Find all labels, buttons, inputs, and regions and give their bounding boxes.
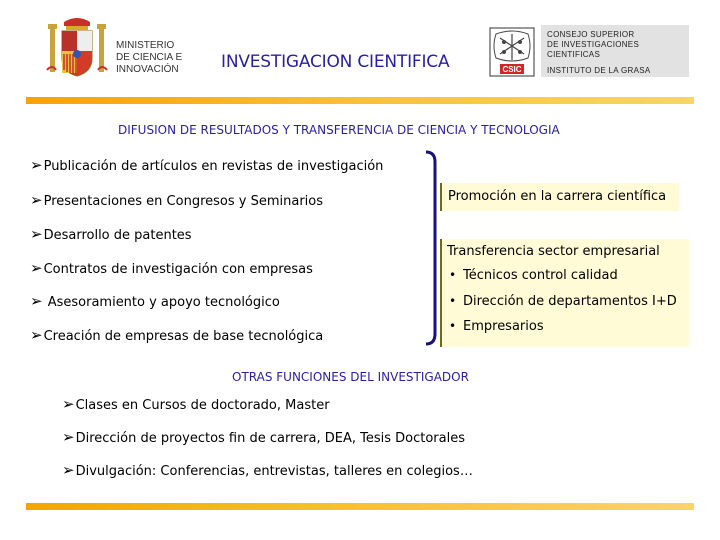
business-transfer-title: Transferencia sector empresarial [447, 244, 660, 259]
arrow-bullet-icon: ➢ [30, 292, 43, 310]
arrow-bullet-icon: ➢ [30, 156, 43, 174]
arrow-bullet-icon: ➢ [30, 259, 43, 277]
section-title-difusion: DIFUSION DE RESULTADOS Y TRANSFERENCIA DE CIENCIA Y TECNOLOGIA [118, 123, 560, 137]
bullet-icon: • [449, 319, 457, 333]
page-title: INVESTIGACION CIENTIFICA [221, 52, 450, 72]
list-item: ➢Contratos de investigación con empresas [30, 259, 313, 277]
list-item: • Empresarios [449, 319, 544, 334]
list-item: ➢Publicación de artículos en revistas de investigación [30, 156, 384, 174]
list-item: ➢Dirección de proyectos fin de carrera, DEA, Tesis Doctorales [62, 428, 465, 446]
career-promotion-label: Promoción en la carrera científica [448, 189, 667, 204]
list-item: • Técnicos control calidad [449, 268, 618, 283]
bullet-icon: • [449, 268, 457, 282]
bottom-divider-bar [26, 503, 694, 510]
bullet-icon: • [449, 294, 457, 308]
csic-logo-icon [484, 26, 540, 78]
bracket-icon [425, 150, 439, 346]
career-promotion-box [440, 183, 679, 211]
business-transfer-box [440, 239, 689, 347]
arrow-bullet-icon: ➢ [30, 326, 43, 344]
arrow-bullet-icon: ➢ [30, 225, 43, 243]
ministry-name: MINISTERIO DE CIENCIA E INNOVACIÓN [116, 40, 183, 75]
list-item: ➢Desarrollo de patentes [30, 225, 192, 243]
section-title-otras: OTRAS FUNCIONES DEL INVESTIGADOR [232, 370, 469, 384]
csic-logo-text: CSIC [502, 65, 522, 74]
list-item: ➢Presentaciones en Congresos y Seminarios [30, 191, 323, 209]
arrow-bullet-icon: ➢ [62, 428, 75, 446]
institute-name: INSTITUTO DE LA GRASA [547, 66, 651, 75]
csic-full-name: CONSEJO SUPERIOR DE INVESTIGACIONES CIENTIFICAS [547, 30, 640, 59]
arrow-bullet-icon: ➢ [62, 461, 75, 479]
list-item: ➢Divulgación: Conferencias, entrevistas, talleres en colegios… [62, 461, 473, 479]
spain-coat-of-arms-icon [44, 14, 110, 84]
top-divider-bar [26, 97, 694, 104]
list-item: ➢Creación de empresas de base tecnológica [30, 326, 324, 344]
list-item: • Dirección de departamentos I+D [449, 294, 677, 309]
arrow-bullet-icon: ➢ [30, 191, 43, 209]
list-item: ➢ Asesoramiento y apoyo tecnológico [30, 292, 280, 310]
arrow-bullet-icon: ➢ [62, 395, 75, 413]
list-item: ➢Clases en Cursos de doctorado, Master [62, 395, 330, 413]
